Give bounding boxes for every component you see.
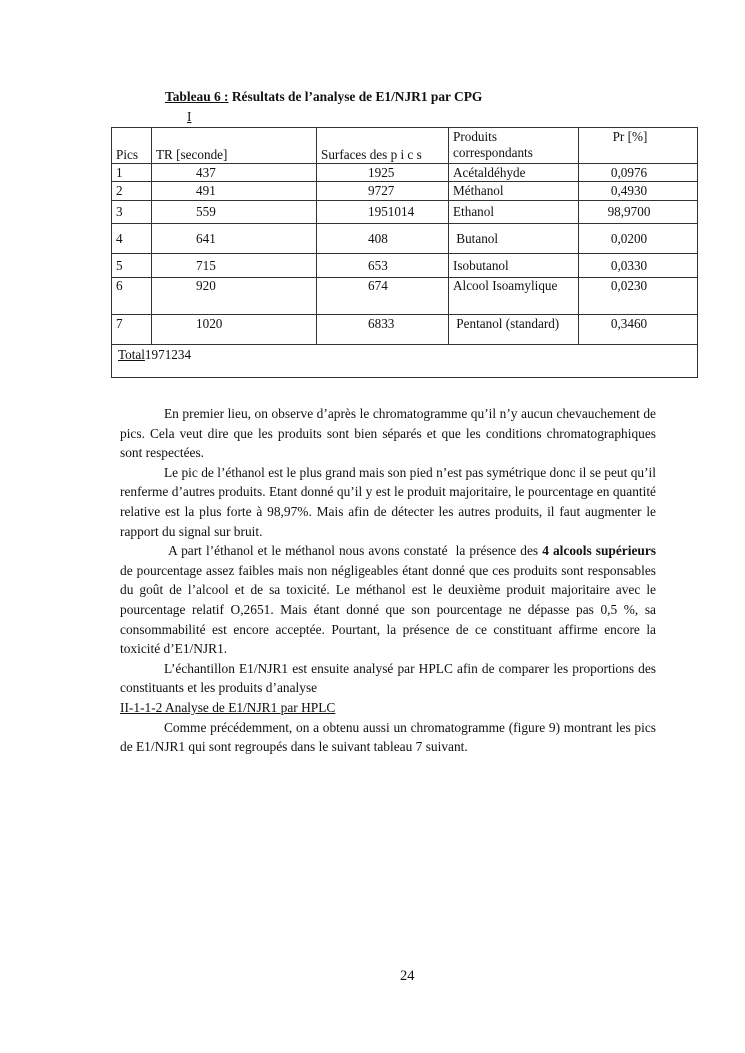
paragraph-5: Comme précédemment, on a obtenu aussi un chromatogramme (figure 9) montrant les pics de E1/NJR1 qui sont regroupés dans le suivant tableau 7 suivant.: [120, 719, 656, 755]
body-text: [120, 404, 663, 757]
header-surfaces: Surfaces des p i c s: [317, 128, 449, 164]
table-row: [112, 201, 698, 224]
cell-produit: Acétaldéhyde: [449, 164, 579, 182]
cell-tr: 641: [152, 224, 317, 254]
table-row: [112, 224, 698, 254]
cell-produit: Butanol: [449, 224, 579, 254]
cell-tr: 491: [152, 182, 317, 201]
cell-pr: 98,9700: [579, 201, 698, 224]
cell-pic: 5: [112, 254, 152, 278]
table-caption-title: Résultats de l’analyse de E1/NJR1 par CPG: [228, 89, 483, 104]
table-row: [112, 315, 698, 345]
cell-tr: 559: [152, 201, 317, 224]
cell-pic: 1: [112, 164, 152, 182]
paragraph-3-bold: 4 alcools supérieurs: [542, 543, 656, 559]
paragraph-1: En premier lieu, on observe d’après le chromatogramme qu’il n’y aucun chevauchement de pics. Cela veut dire que les produits sont bien séparés et que les conditions chromatographiques sont respectées.: [120, 406, 656, 461]
paragraph-3-start: A part l’éthanol et le méthanol nous avons constaté la présence des: [164, 543, 543, 559]
table-caption: [165, 89, 482, 105]
header-produits: Produits correspondants: [449, 128, 579, 164]
cell-tr: 920: [152, 278, 317, 315]
cell-surface: 1951014: [317, 201, 449, 224]
header-pics: Pics: [112, 128, 152, 164]
cell-produit: Isobutanol: [449, 254, 579, 278]
paragraph-3-end: de pourcentage assez faibles mais non négligeables étant donné que ces produits sont responsables du goût de l’alcool et de sa toxicité. Le méthanol est le deuxième produit majoritaire avec le pourcentage relatif O,2651. Mais étant donné que son pourcentage ne dépasse pas 0,5 %, sa consommabilité est encore acceptée. Pourtant, la présence de ce constituant affirme encore la toxicité d’E1/NJR1.: [120, 543, 663, 657]
section-heading: II-1-1-2 Analyse de E1/NJR1 par HPLC: [120, 699, 336, 715]
cell-tr: 715: [152, 254, 317, 278]
header-tr: TR [seconde]: [152, 128, 317, 164]
cell-pr: 0,4930: [579, 182, 698, 201]
cell-surface: 674: [317, 278, 449, 315]
paragraph-3: [120, 541, 663, 659]
table-row: [112, 182, 698, 201]
cell-surface: 9727: [317, 182, 449, 201]
table-caption-label: Tableau 6 :: [165, 89, 229, 104]
cell-produit: Ethanol: [449, 201, 579, 224]
header-pr: Pr [%]: [579, 128, 698, 164]
cell-surface: 408: [317, 224, 449, 254]
total-label: Total: [118, 347, 145, 362]
paragraph-4: L’échantillon E1/NJR1 est ensuite analysé par HPLC afin de comparer les proportions des constituants et les produits d’analyse: [120, 660, 656, 696]
table-row: [112, 254, 698, 278]
cell-pr: 0,0330: [579, 254, 698, 278]
cell-pic: 6: [112, 278, 152, 315]
table-row: [112, 164, 698, 182]
cell-pr: 0,3460: [579, 315, 698, 345]
cell-surface: 6833: [317, 315, 449, 345]
page-number: 24: [400, 968, 415, 984]
table-header-row: [112, 128, 698, 164]
table-row: [112, 278, 698, 315]
cell-tr: 1020: [152, 315, 317, 345]
cell-pr: 0,0976: [579, 164, 698, 182]
cell-pr: 0,0230: [579, 278, 698, 315]
cell-tr: 437: [152, 164, 317, 182]
total-value: 1971234: [144, 347, 192, 362]
cell-produit: Méthanol: [449, 182, 579, 201]
paragraph-2: Le pic de l’éthanol est le plus grand mais son pied n’est pas symétrique donc il se peut qu’il renferme d’autres produits. Etant donné qu’il y est le produit majoritaire, le pourcentage en quantité relative est la plus forte à 98,97%. Mais afin de détecter les autres produits, il faut augmenter le rapport du signal sur bruit.: [120, 464, 656, 539]
cell-pic: 3: [112, 201, 152, 224]
cell-pic: 2: [112, 182, 152, 201]
table-total-row: [112, 345, 698, 378]
cell-surface: 653: [317, 254, 449, 278]
cell-pr: 0,0200: [579, 224, 698, 254]
cell-pic: 4: [112, 224, 152, 254]
cell-produit: Pentanol (standard): [449, 315, 579, 345]
cell-surface: 1925: [317, 164, 449, 182]
table-marker: I: [187, 109, 192, 124]
cell-produit: Alcool Isoamylique: [449, 278, 579, 315]
cell-pic: 7: [112, 315, 152, 345]
results-table: [111, 127, 698, 378]
